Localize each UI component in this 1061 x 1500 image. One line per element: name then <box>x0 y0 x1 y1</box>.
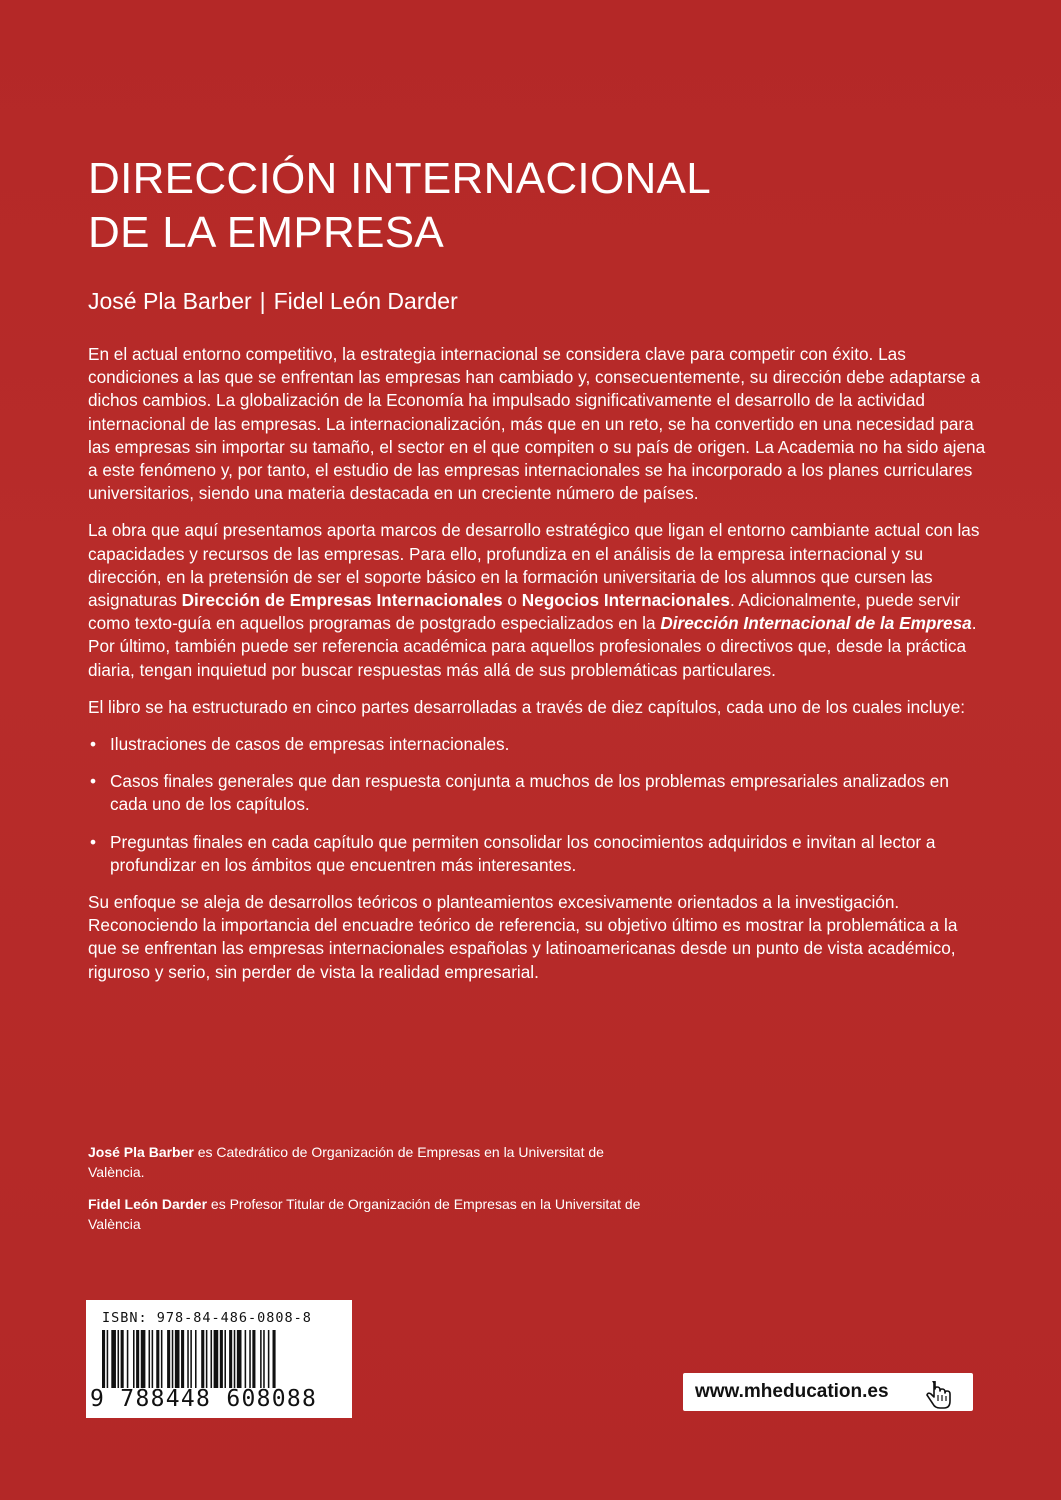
isbn-label: ISBN: 978-84-486-0808-8 <box>102 1310 312 1326</box>
isbn-barcode <box>86 1300 352 1418</box>
barcode-icon <box>102 1330 338 1388</box>
features-list <box>88 733 988 877</box>
author-separator: | <box>259 288 266 314</box>
list-item <box>88 733 988 756</box>
course-name-1: Dirección de Empresas Internacionales <box>181 590 503 611</box>
ean-digits: 9 788448 608088 <box>90 1386 318 1412</box>
bio-text: es Profesor Titular de Organización de Empresas en la Universitat de València <box>88 1196 641 1232</box>
title-line-2: DE LA EMPRESA <box>88 208 445 257</box>
paragraph-1: En el actual entorno competitivo, la estrategia internacional se considera clave para competir con éxito. Las condiciones a las que se enfrentan las empresas han cambiado y, consecuentemente, su dirección debe adaptarse a dichos cambios. La globalización de la Economía ha impulsado significativamente el desarrollo de la actividad internacional de las empresas. La internacionalización, más que en un reto, se ha convertido en una necesidad para las empresas sin importar su tamaño, el sector en el que compiten o su país de origen. La Academia no ha sido ajena a este fenómeno y, por tanto, el estudio de las empresas internacionales se ha incorporado a los planes curriculares universitarios, siendo una materia destacada en un creciente número de países. <box>88 344 986 504</box>
book-title-inline: Dirección Internacional de la Empresa <box>660 613 972 634</box>
website-link[interactable]: www.mheducation.es <box>695 1381 889 1402</box>
paragraph-3: El libro se ha estructurado en cinco partes desarrolladas a través de diez capítulos, cada uno de los cuales incluye: <box>88 696 966 717</box>
list-item-text: Ilustraciones de casos de empresas internacionales. <box>110 734 510 755</box>
website-box[interactable] <box>683 1373 973 1411</box>
bullet-icon: • <box>90 831 97 852</box>
book-title <box>88 152 988 260</box>
list-item-text: Casos finales generales que dan respuesta conjunta a muchos de los problemas empresariales analizados en cada uno de los capítulos. <box>110 771 949 815</box>
authors-line <box>88 286 458 316</box>
author-bio-1 <box>88 1142 648 1182</box>
pointer-hand-icon <box>926 1381 952 1413</box>
author-2: Fidel León Darder <box>273 288 458 314</box>
paragraph-2 <box>88 519 988 681</box>
list-item <box>88 770 988 816</box>
paragraph-2-text-b: o <box>502 590 522 611</box>
paragraph-2-text-c: . Adicionalmente, puede servir como texto-guía en aquellos programas de postgrado especializados en la <box>88 590 961 634</box>
bio-name: José Pla Barber <box>88 1144 194 1160</box>
paragraph-2-text-d: . Por último, también puede ser referencia académica para aquellos profesionales o directivos que, desde la práctica diaria, tengan inquietud por buscar respuestas más allá de sus problemáticas particulares. <box>88 613 977 680</box>
paragraph-2-text-a: La obra que aquí presentamos aporta marcos de desarrollo estratégico que ligan el entorno cambiante actual con las capacidades y recursos de las empresas. Para ello, profundiza en el análisis de la empresa internacional y su dirección, en la pretensión de ser el soporte básico en la formación universitaria de los alumnos que cursen las asignaturas <box>88 520 980 611</box>
bullet-icon: • <box>90 771 97 792</box>
course-name-2: Negocios Internacionales <box>521 590 730 611</box>
paragraph-4: Su enfoque se aleja de desarrollos teóricos o planteamientos excesivamente orientados a la investigación. Reconociendo la importancia del encuadre teórico de referencia, su objetivo último es mostrar la problemática a la que se enfrentan las empresas internacionales españolas y latinoamericanas desde un punto de vista académico, riguroso y serio, sin perder de vista la realidad empresarial. <box>88 892 958 982</box>
author-1: José Pla Barber <box>88 288 252 314</box>
bullet-icon: • <box>90 734 97 755</box>
title-line-1: DIRECCIÓN INTERNACIONAL <box>88 154 711 203</box>
list-item <box>88 831 988 877</box>
bio-name: Fidel León Darder <box>88 1196 208 1212</box>
blurb-text <box>88 343 988 998</box>
author-bio-2 <box>88 1194 648 1234</box>
bio-text: es Catedrático de Organización de Empresas en la Universitat de València. <box>88 1144 604 1180</box>
list-item-text: Preguntas finales en cada capítulo que permiten consolidar los conocimientos adquiridos e invitan al lector a profundizar en los ámbitos que encuentren más interesantes. <box>110 831 936 875</box>
author-bios <box>88 1142 648 1246</box>
